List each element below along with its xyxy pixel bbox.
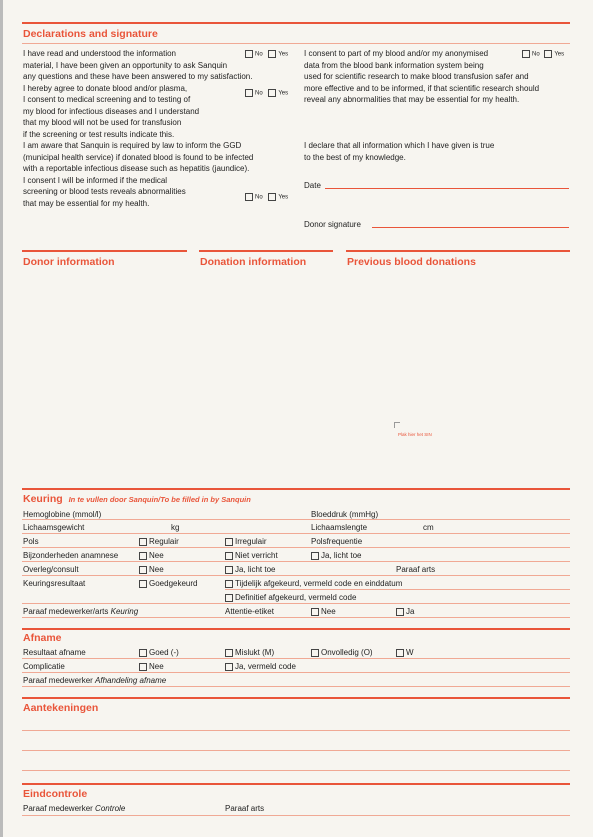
consent-1-choice: No Yes — [245, 50, 288, 58]
goed-option: Goed (-) — [139, 647, 179, 659]
row-line — [22, 575, 570, 576]
ja-checkbox[interactable] — [225, 663, 233, 671]
page-edge — [0, 0, 3, 837]
date-field[interactable] — [325, 187, 569, 189]
donor-info-title: Donor information — [23, 256, 115, 268]
ja-checkbox[interactable] — [225, 566, 233, 574]
decl-line: I hereby agree to donate blood and/or plasma, — [23, 83, 188, 93]
irregulair-checkbox[interactable] — [225, 538, 233, 546]
resultaat-afname-label: Resultaat afname — [23, 648, 86, 657]
keuring-subtitle: In te vullen door Sanquin/To be filled in by Sanquin — [68, 495, 251, 504]
complicatie-label: Complicatie — [23, 662, 65, 671]
row-line — [22, 547, 570, 548]
definitief-checkbox[interactable] — [225, 594, 233, 602]
decl-line: (municipal health service) if donated blood is found to be infected — [23, 152, 254, 162]
onvolledig-option: Onvolledig (O) — [311, 647, 373, 659]
decl-line: with a reportable infectious disease such as hepatitis (jaundice). — [23, 164, 250, 173]
ja-code-option: Ja, vermeld code — [225, 661, 296, 673]
w-option: W — [396, 647, 414, 659]
nee-checkbox[interactable] — [139, 566, 147, 574]
sticker-corner-mark — [394, 422, 400, 428]
nee-option: Nee — [139, 550, 164, 562]
eindcontrole-paraaf-arts: Paraaf arts — [225, 804, 265, 813]
decl-line: screening or blood tests reveals abnormalities — [23, 187, 186, 196]
niet-verricht-option: Niet verricht — [225, 550, 278, 562]
afname-paraaf-label: Paraaf medewerker Afhandeling afname — [23, 676, 167, 685]
ja-licht-toe-option: Ja, licht toe — [311, 550, 361, 562]
decl-line: reveal any abnormalities that may be essential for my health. — [304, 95, 520, 104]
decl-line: that may be essential for my health. — [23, 198, 150, 208]
no-checkbox[interactable] — [245, 89, 253, 97]
regulair-option: Regulair — [139, 536, 179, 548]
row-line — [22, 603, 570, 604]
goedgekeurd-checkbox[interactable] — [139, 580, 147, 588]
decl-line: I consent to part of my blood and/or my anonymised — [304, 49, 489, 58]
ja-checkbox[interactable] — [311, 552, 319, 560]
decl-line: data from the blood bank information system being — [304, 60, 484, 70]
yes-checkbox[interactable] — [544, 50, 552, 58]
divider — [22, 43, 570, 44]
paraaf-arts-label: Paraaf arts — [396, 565, 436, 574]
donation-info-title: Donation information — [200, 256, 307, 268]
decl-line: more effective and to be informed, if that scientific research should — [304, 83, 540, 93]
decl-line: I consent to medical screening and to testing of — [23, 95, 191, 104]
row-line — [22, 561, 570, 562]
date-label: Date — [304, 181, 321, 190]
paraaf-medewerker-label: Paraaf medewerker/arts Keuring — [23, 607, 139, 616]
eindcontrole-rule — [22, 783, 570, 785]
ja-checkbox[interactable] — [396, 608, 404, 616]
row-line — [22, 519, 570, 520]
nee-option: Nee — [139, 661, 164, 673]
signature-field[interactable] — [372, 226, 569, 228]
keuring-rule — [22, 488, 570, 490]
decl-line: I consent I will be informed if the medical — [23, 175, 168, 185]
regulair-checkbox[interactable] — [139, 538, 147, 546]
consent-3-choice: No Yes — [245, 193, 288, 201]
niet-verricht-checkbox[interactable] — [225, 552, 233, 560]
row-line — [22, 686, 570, 687]
attentie-label: Attentie-etiket — [225, 607, 274, 616]
sticker-label: Plak hier het SIN — [398, 432, 432, 437]
lengte-label: Lichaamslengte — [311, 523, 368, 532]
row-line — [22, 533, 570, 534]
keuring-title: Keuring In te vullen door Sanquin/To be filled in by Sanquin — [23, 493, 251, 505]
no-checkbox[interactable] — [245, 193, 253, 201]
eindcontrole-paraaf-label: Paraaf medewerker Controle — [23, 804, 126, 813]
decl-line: any questions and these have been answered to my satisfaction. — [23, 72, 253, 81]
notes-line[interactable] — [22, 750, 570, 751]
overleg-label: Overleg/consult — [23, 565, 79, 574]
bloeddruk-label: Bloeddruk (mmHg) — [311, 510, 379, 519]
decl-line: material, I have been given an opportunity to ask Sanquin — [23, 60, 228, 70]
row-line — [22, 658, 570, 659]
resultaat-label: Keuringsresultaat — [23, 579, 86, 588]
irregulair-option: Irregulair — [225, 536, 267, 548]
section-rule — [199, 250, 333, 252]
cm-unit: cm — [423, 523, 434, 532]
row-line — [225, 589, 570, 590]
declaration-truth: I declare that all information which I have given is true to the best of my knowledge. — [304, 141, 495, 162]
row-line — [22, 815, 570, 816]
pols-label: Pols — [23, 537, 39, 546]
aantekeningen-rule — [22, 697, 570, 699]
goed-checkbox[interactable] — [139, 649, 147, 657]
decl-line: I have read and understood the information — [23, 49, 176, 58]
row-line — [22, 672, 570, 673]
signature-label: Donor signature — [304, 220, 361, 229]
previous-donations-title: Previous blood donations — [347, 256, 476, 268]
polsfrequentie-label: Polsfrequentie — [311, 537, 363, 546]
declarations-left — [23, 48, 303, 209]
aantekeningen-title: Aantekeningen — [23, 702, 99, 714]
top-rule — [22, 22, 570, 24]
research-consent-choice: No Yes — [522, 50, 564, 58]
tijdelijk-checkbox[interactable] — [225, 580, 233, 588]
section-rule — [22, 250, 187, 252]
tijdelijk-option: Tijdelijk afgekeurd, vermeld code en einddatum — [225, 578, 402, 590]
notes-line[interactable] — [22, 770, 570, 771]
ja-licht-toe-option: Ja, licht toe — [225, 564, 275, 576]
section-rule — [346, 250, 570, 252]
decl-line: that my blood will not be used for transfusion — [23, 118, 182, 127]
afname-rule — [22, 628, 570, 630]
afname-title: Afname — [23, 632, 62, 644]
nee-checkbox[interactable] — [139, 663, 147, 671]
yes-checkbox[interactable] — [268, 50, 276, 58]
kg-unit: kg — [171, 523, 180, 532]
row-line — [22, 617, 570, 618]
notes-line[interactable] — [22, 730, 570, 731]
eindcontrole-title: Eindcontrole — [23, 788, 88, 800]
bijzonderheden-label: Bijzonderheden anamnese — [23, 551, 119, 560]
mislukt-option: Mislukt (M) — [225, 647, 274, 659]
decl-line: my blood for infectious diseases and I understand — [23, 106, 200, 116]
yes-checkbox[interactable] — [268, 89, 276, 97]
decl-line: used for scientific research to make blood transfusion safer and — [304, 72, 529, 81]
w-checkbox[interactable] — [396, 649, 404, 657]
hemoglobine-label: Hemoglobine (mmol/l) — [23, 510, 102, 519]
decl-line: if the screening or test results indicate this. — [23, 129, 175, 139]
nee-checkbox[interactable] — [139, 552, 147, 560]
no-checkbox[interactable] — [522, 50, 530, 58]
goedgekeurd-option: Goedgekeurd — [139, 578, 197, 590]
nee-option: Nee — [311, 606, 336, 618]
nee-checkbox[interactable] — [311, 608, 319, 616]
decl-line: I am aware that Sanquin is required by law to inform the GGD — [23, 141, 242, 150]
declarations-title: Declarations and signature — [23, 28, 158, 40]
ja-option: Ja — [396, 606, 414, 618]
no-checkbox[interactable] — [245, 50, 253, 58]
onvolledig-checkbox[interactable] — [311, 649, 319, 657]
nee-option: Nee — [139, 564, 164, 576]
mislukt-checkbox[interactable] — [225, 649, 233, 657]
yes-checkbox[interactable] — [268, 193, 276, 201]
gewicht-label: Lichaamsgewicht — [23, 523, 85, 532]
consent-2-choice: No Yes — [245, 89, 288, 97]
definitief-option: Definitief afgekeurd, vermeld code — [225, 592, 356, 604]
